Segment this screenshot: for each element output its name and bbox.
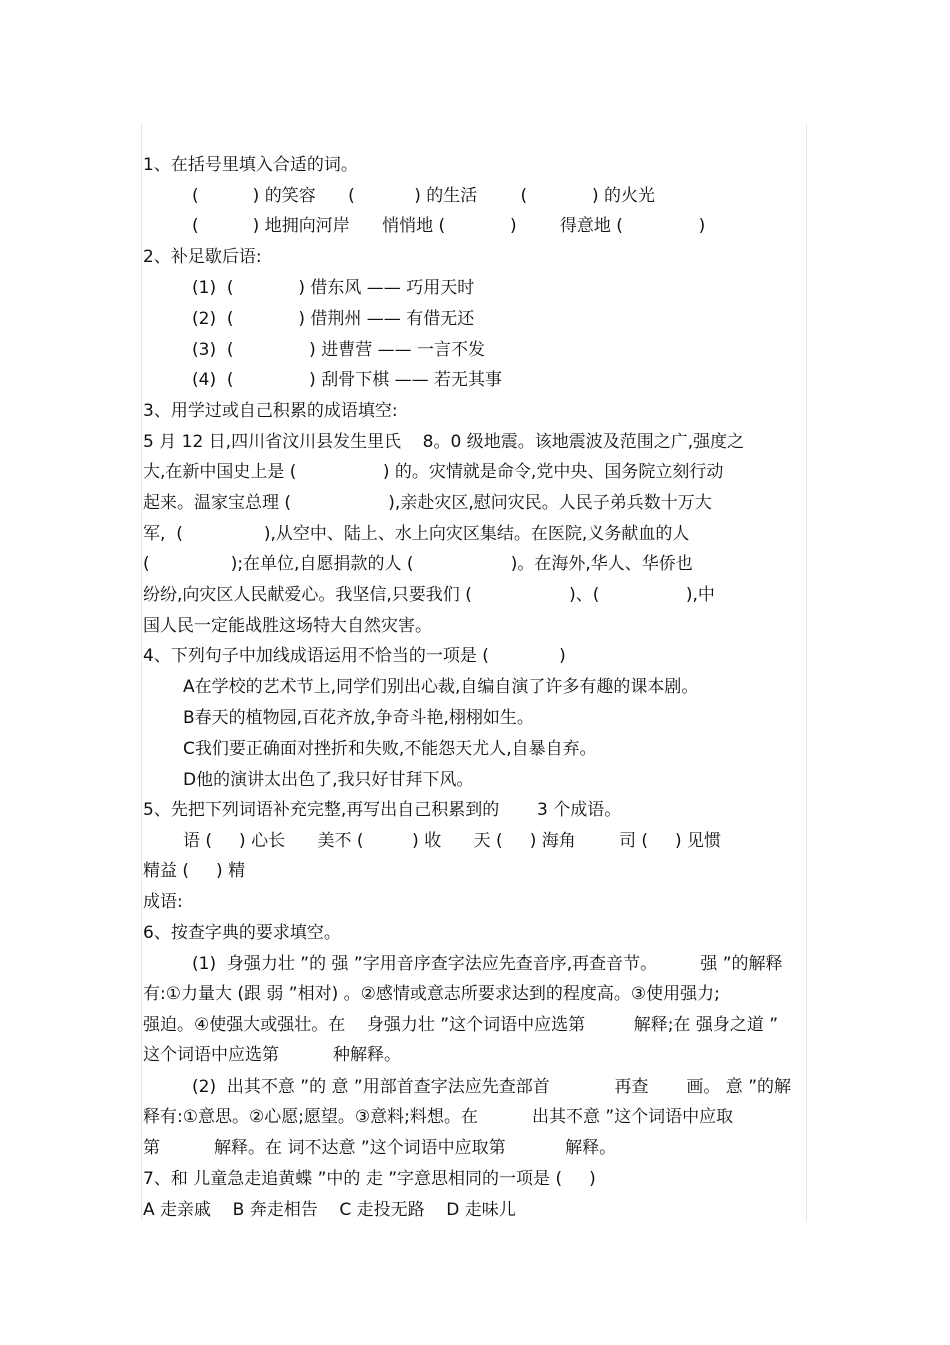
q3-line-4: 军, ( ),从空中、陆上、水上向灾区集结。在医院,义务献血的人	[143, 524, 690, 544]
q3-line-6: 纷纷,向灾区人民献爱心。我坚信,只要我们 ( )、( ),中	[143, 585, 715, 605]
q6-p2-line-2: 释有:①意思。②心愿;愿望。③意料;料想。在 出其不意 ”这个词语中应取	[143, 1107, 734, 1127]
q6-title: 6、按查字典的要求填空。	[143, 923, 341, 943]
q3-line-2: 大,在新中国史上是 ( ) 的。灾情就是命令,党中央、国务院立刻行动	[143, 462, 724, 482]
q3-line-5: ( );在单位,自愿捐款的人 ( )。在海外,华人、华侨也	[143, 554, 693, 574]
q2-item-3: (3) ( ) 进曹营 —— 一言不发	[192, 340, 486, 360]
q6-p1-line-1: (1) 身强力壮 ”的 强 ”字用音序查字法应先查音序,再查音节。 强 ”的解释	[192, 954, 783, 974]
q3-line-1: 5 月 12 日,四川省汶川县发生里氏 8。0 级地震。该地震波及范围之广,强度之	[143, 432, 745, 452]
q3-line-3: 起来。温家宝总理 ( ),亲赴灾区,慰问灾民。人民子弟兵数十万大	[143, 493, 712, 513]
q1-row-2: ( ) 地拥向河岸 悄悄地 ( ) 得意地 ( )	[192, 216, 706, 236]
q3-title: 3、用学过或自己积累的成语填空:	[143, 401, 398, 421]
q7-options: A 走亲戚 B 奔走相告 C 走投无路 D 走味儿	[143, 1200, 516, 1220]
q5-row-1: 语 ( ) 心长 美不 ( ) 收 天 ( ) 海角 司 ( ) 见惯	[183, 831, 722, 851]
q2-item-4: (4) ( ) 刮骨下棋 —— 若无其事	[192, 370, 503, 390]
q2-title: 2、补足歇后语:	[143, 247, 262, 267]
q5-idiom-label: 成语:	[143, 892, 183, 912]
q4-title: 4、下列句子中加线成语运用不恰当的一项是 ( )	[143, 646, 566, 666]
q6-p1-line-2: 有:①力量大 (跟 弱 ”相对) 。②感情或意志所要求达到的程度高。③使用强力;	[143, 984, 720, 1004]
q3-line-7: 国人民一定能战胜这场特大自然灾害。	[143, 616, 432, 636]
q2-item-1: (1) ( ) 借东风 —— 巧用天时	[192, 278, 475, 298]
q1-title: 1、在括号里填入合适的词。	[143, 155, 358, 175]
q4-option-d: D他的演讲太出色了,我只好甘拜下风。	[183, 770, 474, 790]
q6-p2-line-3: 第 解释。在 词不达意 ”这个词语中应取第 解释。	[143, 1138, 617, 1158]
q5-title: 5、先把下列词语补充完整,再写出自己积累到的 3 个成语。	[143, 800, 622, 820]
q2-item-2: (2) ( ) 借荆州 —— 有借无还	[192, 309, 475, 329]
q1-row-1: ( ) 的笑容 ( ) 的生活 ( ) 的火光	[192, 186, 655, 206]
q4-option-c: C我们要正确面对挫折和失败,不能怨天尤人,自暴自弃。	[183, 739, 597, 759]
q6-p1-line-4: 这个词语中应选第 种解释。	[143, 1045, 402, 1065]
q4-option-b: B春天的植物园,百花齐放,争奇斗艳,栩栩如生。	[183, 708, 534, 728]
q5-row-2: 精益 ( ) 精	[143, 861, 246, 881]
q4-option-a: A在学校的艺术节上,同学们别出心裁,自编自演了许多有趣的课本剧。	[183, 677, 699, 697]
q6-p2-line-1: (2) 出其不意 ”的 意 ”用部首查字法应先查部首 再查 画。 意 ”的解	[192, 1077, 791, 1097]
q7-title: 7、和 儿童急走追黄蝶 ”中的 走 ”字意思相同的一项是 ( )	[143, 1169, 596, 1189]
q6-p1-line-3: 强迫。④使强大或强壮。在 身强力壮 ”这个词语中应选第 解释;在 强身之道 ”	[143, 1015, 779, 1035]
